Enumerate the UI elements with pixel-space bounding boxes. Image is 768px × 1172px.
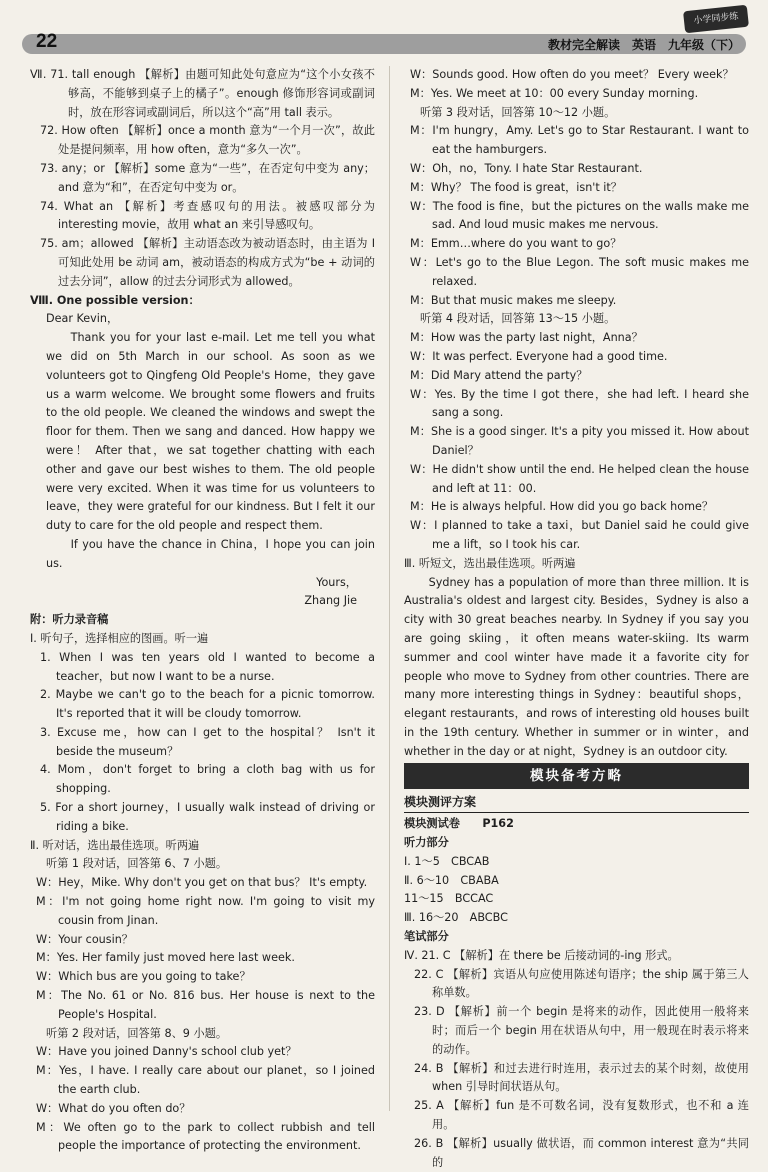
script-sentence-4: 4. Mom，don't forget to bring a cloth bag with us for shopping.	[40, 763, 375, 796]
script-sentence-3: 3. Excuse me，how can I get to the hospital？ Isn't it beside the museum？	[40, 725, 375, 758]
dialogue-3-heading: 听第 3 段对话，回答第 10～12 小题。	[420, 105, 616, 119]
answer-71: Ⅶ. 71. tall enough 【解析】由题可知此处句意应为“这个小女孩不够高，不能够到桌子上的橘子”。enough 修饰形容词或副词时，放在形容词或副词后，所以这个“高”用 tall 表示。	[30, 68, 375, 119]
listening-part-heading: 听力部分	[404, 836, 449, 850]
answer-21: Ⅳ. 21. C 【解析】在 there be 后接动词的-ing 形式。	[404, 948, 679, 962]
dialogue-line: W：He didn't show until the end. He helped clean the house and left at 11：00.	[410, 462, 749, 495]
section-iii-heading: Ⅲ. 听短文，选出最佳选项。听两遍	[404, 556, 576, 570]
section-viii-heading: Ⅷ. One possible version：	[30, 293, 200, 307]
dialogue-line: W：What do you often do？	[36, 1101, 191, 1115]
corner-badge: 小学同步练	[683, 5, 749, 34]
page-header	[0, 0, 768, 62]
answer-72: 72. How often 【解析】once a month 意为“一个月一次”，故此处是提问频率，用 how often，意为“多久一次”。	[40, 124, 375, 157]
answer-75: 75. am；allowed 【解析】主动语态改为被动语态时，由主语为 I 可知此处用 be 动词 am，被动语态的构成方式为“be + 动词的过去分词”，allow 的过去分词形式为 allowed。	[40, 237, 375, 288]
dialogue-line: M：Yes. We meet at 10：00 every Sunday morning.	[410, 86, 699, 100]
dialogue-line: W：Your cousin？	[36, 932, 133, 946]
dialogue-line: W：Hey，Mike. Why don't you get on that bus？ It's empty.	[36, 876, 368, 890]
script-sentence-2: 2. Maybe we can't go to the beach for a picnic tomorrow. It's reported that it will be cloudy tomorrow.	[40, 688, 375, 721]
dialogue-line: M：Why？ The food is great，isn't it？	[410, 180, 622, 194]
dialogue-line: M：How was the party last night，Anna？	[410, 331, 643, 345]
answer-row: 11～15 BCCAC	[404, 892, 494, 906]
dialogue-line: W：Yes. By the time I got there，she had left. I heard she sang a song.	[410, 387, 749, 420]
assessment-plan-heading: 模块测评方案	[404, 793, 749, 813]
answer-row: Ⅲ. 16～20 ABCBC	[404, 911, 508, 925]
column-divider	[389, 66, 390, 1111]
letter-signature: Zhang Jie	[304, 594, 357, 608]
dialogue-1-heading: 听第 1 段对话，回答第 6、7 小题。	[46, 857, 228, 871]
dialogue-line: W：Let's go to the Blue Legon. The soft music makes me relaxed.	[410, 255, 749, 288]
running-title: 教材完全解读 英语 九年级（下）	[547, 38, 740, 52]
answer-73: 73. any；or 【解析】some 意为“一些”，在否定句中变为 any；and 意为“和”，在否定句中变为 or。	[40, 161, 375, 194]
answer-24: 24. B 【解析】和过去进行时连用，表示过去的某个时刻，故使用 when 引导时间状语从句。	[414, 1061, 749, 1094]
dialogue-line: M：But that music makes me sleepy.	[410, 293, 617, 307]
script-sentence-5: 5. For a short journey，I usually walk instead of driving or riding a bike.	[40, 801, 375, 833]
dialogue-line: W：It was perfect. Everyone had a good time.	[410, 349, 668, 363]
dialogue-line: W：The food is fine，but the pictures on the walls make me sad. And loud music makes me nervous.	[410, 199, 749, 232]
dialogue-line: M：He is always helpful. How did you go back home？	[410, 500, 714, 514]
dialogue-line: M：Did Mary attend the party？	[410, 368, 588, 382]
appendix-heading: 附：听力录音稿	[30, 613, 109, 627]
module-strategy-banner: 模块备考方略	[404, 763, 749, 789]
answer-22: 22. C 【解析】宾语从句应使用陈述句语序；the ship 属于第三人称单数。	[414, 967, 749, 1000]
dialogue-line: M：I'm hungry，Amy. Let's go to Star Restaurant. I want to eat the hamburgers.	[410, 124, 749, 157]
left-column	[30, 66, 375, 1156]
answer-row: Ⅰ. 1～5 CBCAB	[404, 854, 490, 868]
dialogue-2-heading: 听第 2 段对话，回答第 8、9 小题。	[46, 1026, 228, 1040]
section-i-heading: Ⅰ. 听句子，选择相应的图画。听一遍	[30, 631, 209, 645]
test-paper-heading: 模块测试卷 P162	[404, 817, 514, 831]
dialogue-line: W：Oh，no，Tony. I hate Star Restaurant.	[410, 161, 643, 175]
dialogue-line: M：We often go to the park to collect rubbish and tell people the importance of protecting the environment.	[36, 1120, 375, 1153]
dialogue-line: M：Yes，I have. I really care about our planet，so I joined the earth club.	[36, 1064, 375, 1097]
right-column	[404, 66, 749, 1172]
dialogue-line: W：Sounds good. How often do you meet？ Every week？	[410, 68, 734, 81]
page-number: 22	[36, 31, 58, 52]
answer-23: 23. D 【解析】前一个 begin 是将来的动作，因此使用一般将来时；而后一个 begin 用在状语从句中，用一般现在时表示将来的动作。	[414, 1005, 749, 1056]
written-part-heading: 笔试部分	[404, 930, 449, 944]
answer-row: Ⅱ. 6～10 CBABA	[404, 873, 499, 887]
script-sentence-1: 1. When I was ten years old I wanted to become a teacher，but now I want to be a nurse.	[40, 650, 375, 683]
letter-yours: Yours，	[316, 575, 357, 589]
dialogue-4-heading: 听第 4 段对话，回答第 13～15 小题。	[420, 312, 616, 326]
section-ii-heading: Ⅱ. 听对话，选出最佳选项。听两遍	[30, 838, 200, 852]
dialogue-line: W：Which bus are you going to take？	[36, 970, 251, 984]
dialogue-line: M：Yes. Her family just moved here last week.	[36, 951, 295, 965]
dialogue-line: M：Emm…where do you want to go？	[410, 237, 622, 251]
dialogue-line: W：I planned to take a taxi，but Daniel said he could give me a lift，so I took his car.	[410, 519, 749, 551]
answer-25: 25. A 【解析】fun 是不可数名词，没有复数形式，也不和 a 连用。	[414, 1099, 749, 1132]
dialogue-line: M：She is a good singer. It's a pity you missed it. How about Daniel？	[410, 425, 749, 457]
letter-greeting: Dear Kevin，	[46, 312, 119, 326]
dialogue-line: M：The No. 61 or No. 816 bus. Her house is next to the People's Hospital.	[36, 989, 375, 1021]
answer-26: 26. B 【解析】usually 做状语，而 common interest 意为“共同的	[414, 1136, 749, 1169]
dialogue-line: W：Have you joined Danny's school club yet？	[36, 1045, 297, 1059]
letter-closing-line: If you have the chance in China，I hope you can join us.	[46, 537, 375, 570]
dialogue-line: M：I'm not going home right now. I'm going to visit my cousin from Jinan.	[36, 895, 375, 927]
script-passage: Sydney has a population of more than three million. It is Australia's oldest and largest city. Besides，Sydney is also a city with 30 great beaches nearby. In Sydney if you say you are going skiing，it often means water-skiing. Its warm summer and cool winter have made it a favorite city for people who move to Sydney from other countries. There are many more interesting things in Sydney：beautiful shops，elegant restaurants，and rows of interesting old houses built in the 19th century. Whether in summer or in winter，and whether in the day or at night，Sydney is an outdoor city.	[404, 575, 749, 758]
answer-74: 74. What an 【解析】考查感叹句的用法。被感叹部分为 interesting movie，故用 what an 来引导感叹句。	[40, 199, 375, 232]
letter-body: Thank you for your last e-mail. Let me tell you what we did on 5th March in our school. As soon as we volunteers got to Qingfeng Old People's Home，they gave us a warm welcome. We brought some flowers and fruits to the old people. We cleaned the windows and swept the floor for them. Then we sang and danced. How happy we were！ After that，we sat together chatting with each other and gave our best wishes to them. The old people were very excited. When it was time for us volunteers to leave，they were grateful for our kindness. But I felt it our duty to care for the old people and respect them.	[46, 331, 375, 533]
